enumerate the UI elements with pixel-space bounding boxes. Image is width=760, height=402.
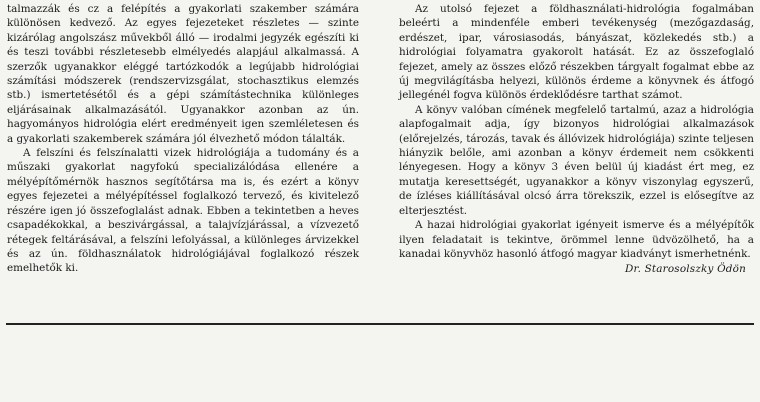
paragraph: Az utolsó fejezet a földhasználati-hidrológia fogalmában beleérti a mindenféle emberi tevékenység (mezőgazdaság, erdészet, ipar, városiasodás, bányászat, közlekedés stb.) a hidrológiai folyamatra gyakorolt hatását. Ez az összefoglaló fejezet, amely az összes előző részekben tárgyalt fogalmat ebbe az új megvilágításba helyezi, különös érdeme a könyvnek és átfogó jellegénél fogva különös érdeklődésre tarthat számot. bbox=[399, 3, 754, 102]
paragraph: talmazzák és cz a felépítés a gyakorlati szakember számára különösen kedvező. Az egyes fejezeteket részletes — szinte kizárólag angolszász művekből álló — irodalmi jegyzék egészíti ki és teszi további részletesebb elmélyedés alapjául alkalmassá. A szerzők ugyanakkor eléggé tartózkodók a legújabb hidrológiai számítási módszerek (rendszervizsgálat, stochasztikus elemzés stb.) ismertetésétől és a gépi számítástechnika különleges eljárásainak alkalmazásától. Ugyanakkor azonban az ún. hagyományos hidrológia elért eredményeit igen szemléletesen és a gyakorlati szakemberek számára jól élvezhető módon tálalták. bbox=[7, 3, 359, 145]
paragraph: A könyv valóban címének megfelelő tartalmú, azaz a hidrológia alapfogalmait adja, így bizonyos hidrológiai alkalmazások (előrejelzés, tározás, tavak és állóvizek hidrológiája) szinte teljesen hiányzik belőle, ami azonban a könyv érdemeit nem csökkenti lényegesen. Hogy a könyv 3 éven belül új kiadást ért meg, ez mutatja keresettségét, ugyanakkor a könyv viszonylag egyszerű, de ízléses kiállításával olcsó árra törekszik, ezzel is elősegítve az elterjesztést. bbox=[399, 103, 754, 217]
paragraph: A hazai hidrológiai gyakorlat igényeit ismerve és a mélyépítők ilyen feladatait is tekintve, örömmel lenne üdvözölhető, ha a kanadai könyvhöz hasonló átfogó magyar kiadványt ismerhetnénk. bbox=[399, 219, 754, 260]
section-divider bbox=[6, 323, 754, 325]
author-signature: Dr. Starosolszky Ödön bbox=[625, 263, 746, 276]
right-column bbox=[399, 2, 754, 277]
paragraph: A felszíni és felszínalatti vizek hidrológiája a tudomány és a műszaki gyakorlat nagyfokú specializálódása ellenére a mélyépítőmérnök hasznos segítőtársa ma is, és ezért a könyv egyes fejezetei a mélyépítéssel foglalkozó tervező, és kivitelező részére igen jó összefoglalást adnak. Ebben a tekintetben a heves csapadékokkal, a beszivárgással, a talajvízjárással, a vízvezető rétegek feltárásával, a felszíni lefolyással, a különleges árvizekkel és az ún. földhasználatok hidrológiájával foglalkozó részek emelhetők ki. bbox=[7, 147, 359, 275]
left-column bbox=[7, 2, 359, 276]
